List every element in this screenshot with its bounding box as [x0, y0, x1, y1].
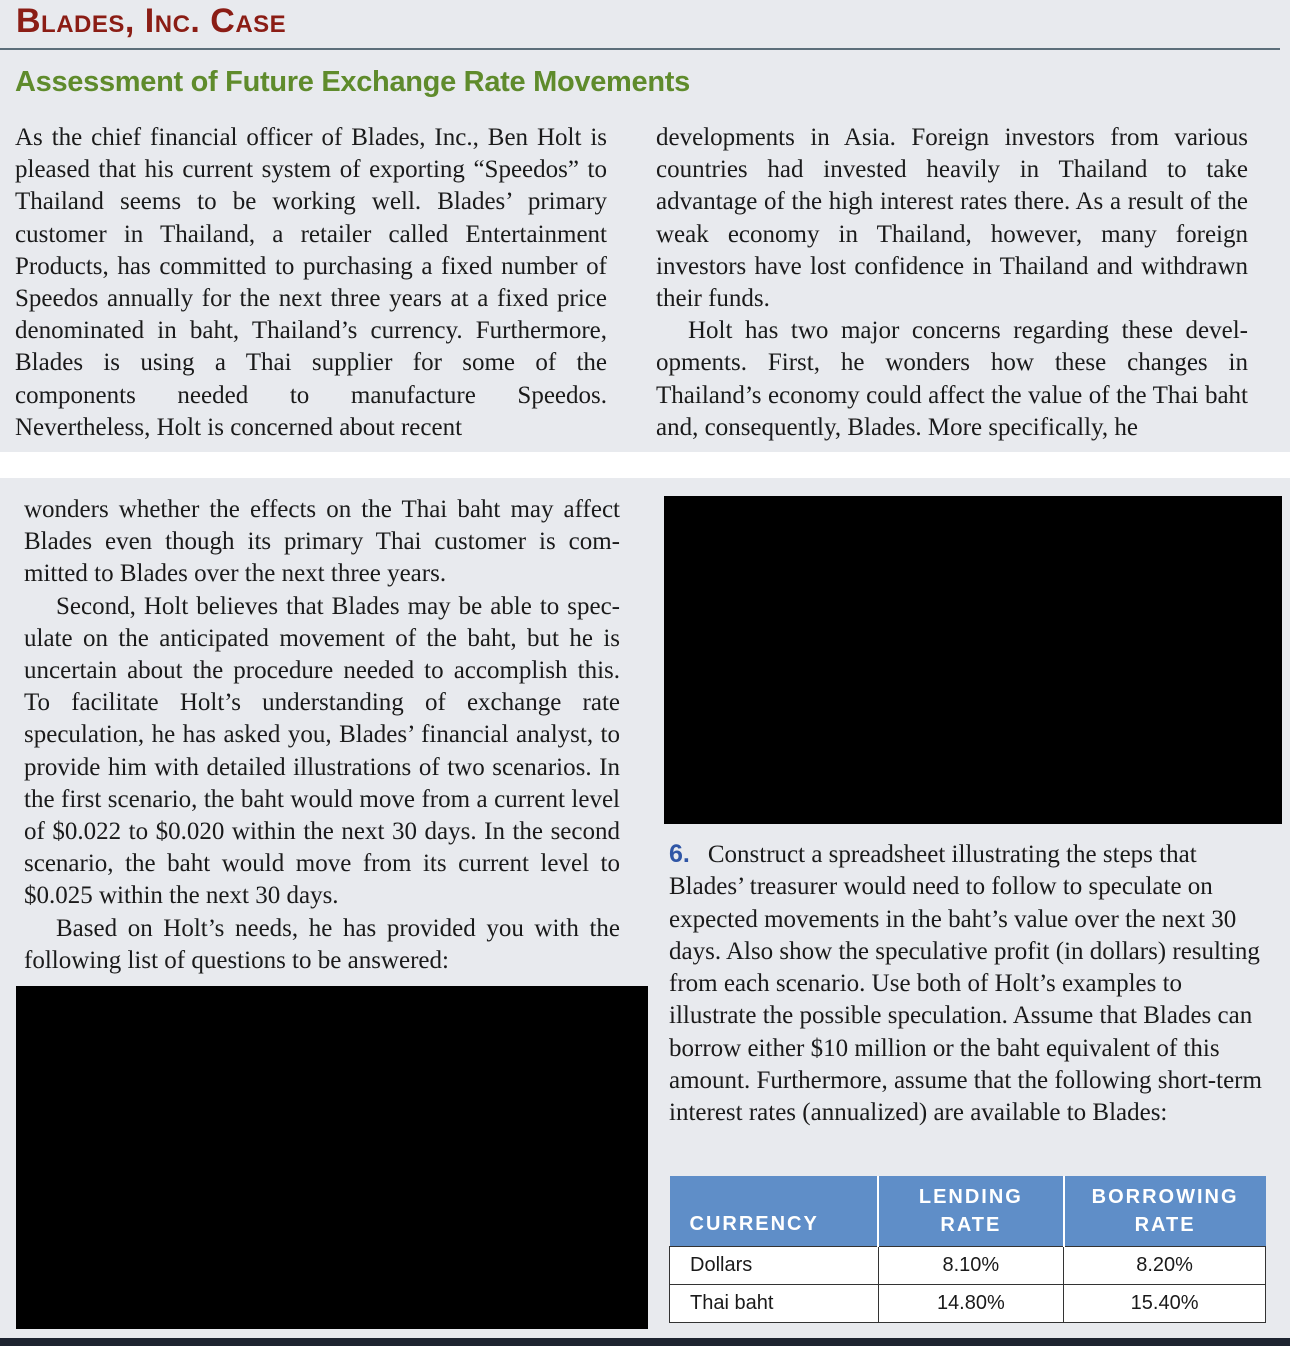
borrowing-rate-cell: 8.20% [1064, 1246, 1266, 1284]
bottom-left-column [24, 494, 620, 977]
paragraph: Holt has two major concerns regarding these developments. First, he wonders how these changes in Thailand’s economy could affect the value of the Thai baht and, consequently, Blades. More specifically, he [656, 317, 1248, 441]
title-divider [0, 48, 1280, 50]
top-left-column [15, 122, 607, 444]
table-row [670, 1284, 1266, 1322]
case-title: Blades, Inc. Case [16, 2, 287, 40]
bottom-edge-bar [0, 1338, 1290, 1346]
lending-rate-cell: 8.10% [878, 1246, 1064, 1284]
redaction-block-right [664, 496, 1282, 824]
table-header-row [670, 1176, 1266, 1246]
question-6 [669, 838, 1265, 1130]
question-number: 6. [669, 840, 690, 868]
paragraph: Second, Holt believes that Blades may be able to speculate on the anticipated movement of the baht, but he is uncertain about the procedure needed to accomplish this. To facilitate Holt’s understanding of exchange rate speculation, he has asked you, Blades’ financial analyst, to provide him with detailed illustrations of two scenarios. In the first scenario, the baht would move from a current level of $0.022 to $0.020 within the next 30 days. In the second scenario, the baht would move from its current level to $0.025 within the next 30 days. [24, 592, 620, 910]
paragraph: developments in Asia. Foreign investors from various countries had invested heavily in Thailand to take advantage of the high interest rates there. As a result of the weak economy in Thailand, however, many foreign investors have lost confidence in Thailand and withdrawn their funds. [656, 124, 1248, 313]
paragraph: As the chief financial officer of Blades, Inc., Ben Holt is pleased that his current system of exporting “Speedos” to Thailand seems to be working well. Blades’ primary customer in Thailand, a retailer called Entertainment Products, has committed to purchasing a fixed number of Speedos annually for the next three years at a fixed price denominated in baht, Thailand’s currency. Furthermore, Blades is using a Thai supplier for some of the components needed to manufacture Speedos. Nevertheless, Holt is concerned about recent [15, 124, 607, 441]
borrowing-rate-cell: 15.40% [1064, 1284, 1266, 1322]
borrowing-rate-header: BORROWING RATE [1064, 1176, 1266, 1246]
redaction-block-left [16, 986, 648, 1329]
currency-cell: Thai baht [670, 1284, 879, 1322]
lending-rate-cell: 14.80% [878, 1284, 1064, 1322]
currency-cell: Dollars [670, 1246, 879, 1284]
section-heading: Assessment of Future Exchange Rate Movements [15, 66, 690, 98]
interest-rates-table [669, 1176, 1266, 1323]
table-row [670, 1246, 1266, 1284]
paragraph: wonders whether the effects on the Thai baht may affect Blades even though its primary Thai customer is committed to Blades over the next three years. [24, 496, 620, 588]
lending-rate-header: LENDING RATE [878, 1176, 1064, 1246]
paragraph: Based on Holt’s needs, he has provided you with the following list of questions to be answered: [24, 914, 620, 974]
top-right-column [656, 122, 1248, 444]
currency-header: CURRENCY [670, 1176, 879, 1246]
question-text: Construct a spreadsheet illustrating the steps that Blades’ treasurer would need to follow to speculate on expected movements in the baht’s value over the next 30 days. Also show the speculative profit (in dollars) resulting from each scenario. Use both of Holt’s examples to illustrate the possible speculation. Assume that Blades can borrow either $10 million or the baht equivalent of this amount. Furthermore, assume that the following short-term interest rates (annualized) are available to Blades: [669, 841, 1262, 1127]
